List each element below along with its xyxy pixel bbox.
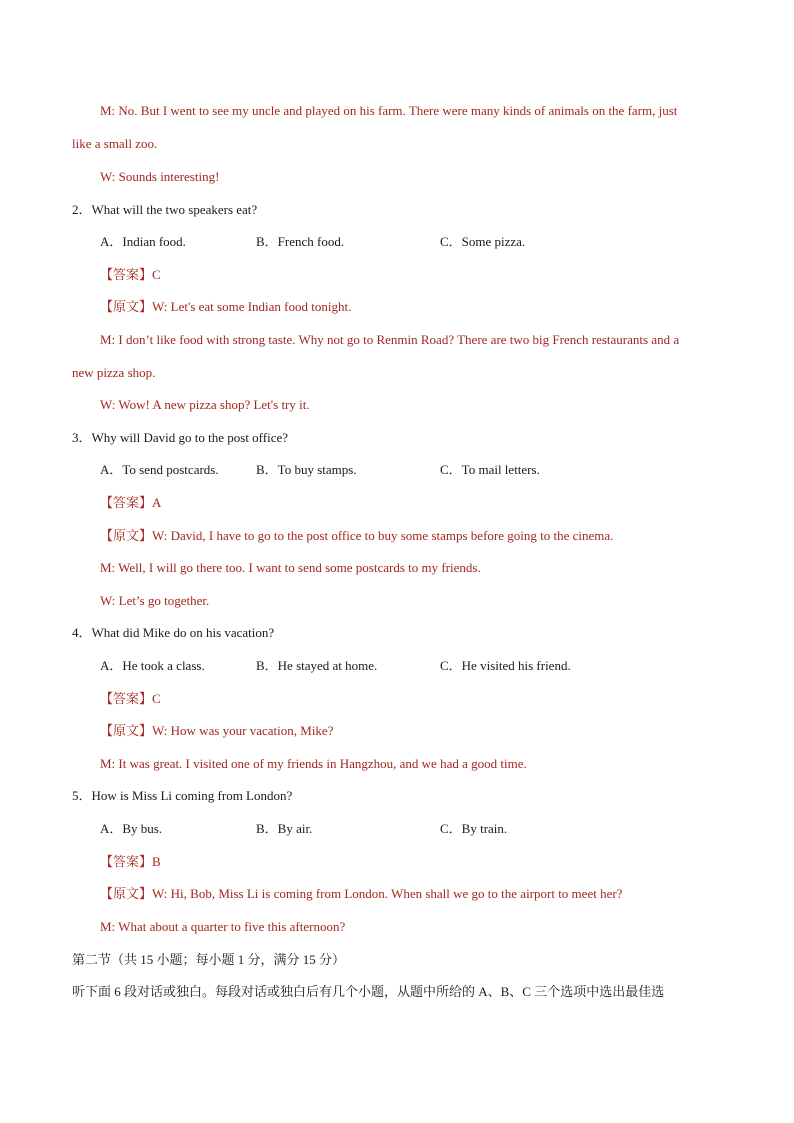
transcript-line: 【原文】W: Hi, Bob, Miss Li is coming from London. When shall we go to the airport to meet her? xyxy=(100,886,623,901)
option-b: B．To buy stamps. xyxy=(256,462,357,477)
option-b: B．He stayed at home. xyxy=(256,658,378,673)
transcript-line: new pizza shop. xyxy=(72,365,156,380)
option-c: C．Some pizza. xyxy=(440,234,526,249)
transcript-line: 【原文】W: Let's eat some Indian food tonight. xyxy=(100,299,352,314)
option-c: C．He visited his friend. xyxy=(440,658,571,673)
option-a: A．To send postcards. xyxy=(100,462,219,477)
option-a: A．Indian food. xyxy=(100,234,186,249)
question-stem: 5．How is Miss Li coming from London? xyxy=(72,788,293,803)
transcript-line: like a small zoo. xyxy=(72,136,158,151)
option-b: B．French food. xyxy=(256,234,345,249)
transcript-line: W: Let’s go together. xyxy=(100,593,210,608)
transcript-line: M: No. But I went to see my uncle and played on his farm. There were many kinds of animals on the farm, just xyxy=(100,103,678,118)
option-b: B．By air. xyxy=(256,821,313,836)
transcript-line: 【原文】W: David, I have to go to the post office to buy some stamps before going to the cinema. xyxy=(100,528,614,543)
option-a: A．By bus. xyxy=(100,821,163,836)
option-c: C．By train. xyxy=(440,821,508,836)
answer-label: 【答案】C xyxy=(100,267,161,282)
transcript-line: W: Sounds interesting! xyxy=(100,169,220,184)
transcript-line: 【原文】W: How was your vacation, Mike? xyxy=(100,723,334,738)
question-stem: 3．Why will David go to the post office? xyxy=(72,430,289,445)
transcript-line: M: Well, I will go there too. I want to send some postcards to my friends. xyxy=(100,560,481,575)
question-stem: 4．What did Mike do on his vacation? xyxy=(72,625,275,640)
section-heading: 第二节（共 15 小题；每小题 1 分，满分 15 分） xyxy=(72,952,346,967)
answer-label: 【答案】A xyxy=(100,495,162,510)
option-c: C．To mail letters. xyxy=(440,462,540,477)
answer-label: 【答案】C xyxy=(100,691,161,706)
answer-label: 【答案】B xyxy=(100,854,161,869)
transcript-line: M: What about a quarter to five this afternoon? xyxy=(100,919,346,934)
question-stem: 2．What will the two speakers eat? xyxy=(72,202,258,217)
transcript-line: M: It was great. I visited one of my friends in Hangzhou, and we had a good time. xyxy=(100,756,527,771)
transcript-line: W: Wow! A new pizza shop? Let's try it. xyxy=(100,397,310,412)
transcript-line: M: I don’t like food with strong taste. Why not go to Renmin Road? There are two big French restaurants and a xyxy=(100,332,680,347)
section-instruction: 听下面 6 段对话或独白。每段对话或独白后有几个小题，从题中所给的 A、B、C 三个选项中选出最佳选 xyxy=(72,984,665,999)
option-a: A．He took a class. xyxy=(100,658,205,673)
